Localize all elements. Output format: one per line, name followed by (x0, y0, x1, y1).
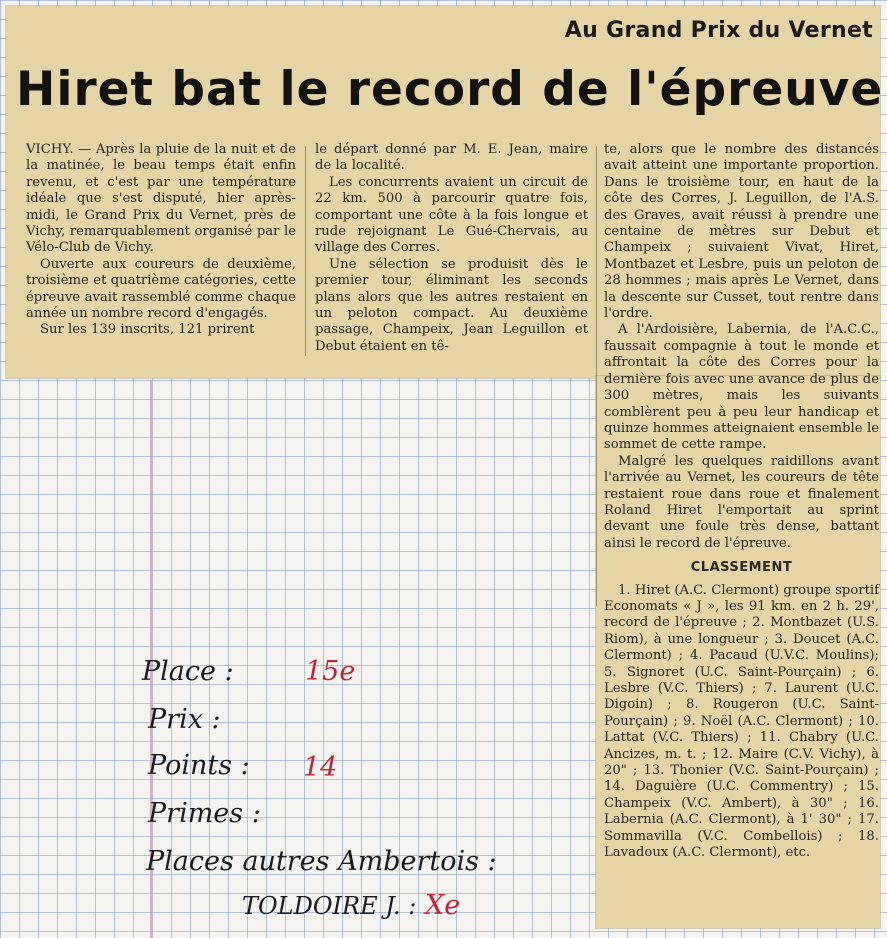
paragraph: Une sélection se produisit dès le premier tour, éliminant les seconds plans alors que les autres restaient en un peloton compact. Au deuxième passage, Champeix, Jean Leguillon et Debut étaient en tê- (315, 256, 588, 354)
article-kicker: Au Grand Prix du Vernet (564, 18, 873, 43)
handwritten-autres-label: Places autres Ambertois : (146, 846, 497, 877)
article-column-1 (26, 142, 296, 339)
handwritten-place-value: 15e (305, 656, 356, 687)
handwritten-points-value: 14 (303, 752, 338, 783)
handwritten-prix-label: Prix : (148, 704, 221, 735)
paragraph: A l'Ardoisière, Labernia, de l'A.C.C., faussait compagnie à tout le monde et affrontait la côte des Corres pour la dernière fois avec une avance de plus de 300 mètres, mais les suivants comblèrent peu à peu leur handicap et quinze hommes atteignaient ensemble le sommet de cette rampe. (604, 322, 879, 453)
article-column-3 (604, 142, 879, 861)
column-rule (596, 146, 597, 606)
article-column-2 (315, 142, 588, 355)
article-headline: Hiret bat le record de l'épreuve (16, 62, 884, 117)
paragraph: VICHY. — Après la pluie de la nuit et de la matinée, le beau temps était enfin revenu, et c'est par une température idéale que s'est disputé, hier après-midi, le Grand Prix du Vernet, près de Vichy, remarquablement organisé par le Vélo-Club de Vichy. (26, 142, 296, 256)
paragraph: le départ donné par M. E. Jean, maire de la localité. (315, 142, 588, 174)
paragraph: Sur les 139 inscrits, 121 prirent (40, 322, 255, 338)
paragraph: Malgré les quelques raidillons avant l'arrivée au Vernet, les coureurs de tête restaient roue dans roue et finalement Roland Hiret l'emportait au sprint devant une foule très dense, battant ainsi le record de l'épreuve. (604, 453, 879, 551)
handwritten-primes-label: Primes : (148, 798, 261, 829)
classement-list: 1. Hiret (A.C. Clermont) groupe sportif Economats « J », les 91 km. en 2 h. 29', record de l'épreuve ; 2. Montbazet (U.S. Riom), à une longueur ; 3. Doucet (A.C. Clermont) ; 4. Pacaud (U.V.C. Moulins); 5. Signoret (U.C. Saint-Pourçain) ; 6. Lesbre (V.C. Thiers) ; 7. Laurent (U.C. Digoin) ; 8. Rougeron (U.C. Saint-Pourçain) ; 9. Noël (A.C. Clermont) ; 10. Lattat (V.C. Thiers) ; 11. Chabry (U.C. Ancizes, m. t. ; 12. Maire (C.V. Vichy), à 20" ; 13. Thonier (V.C. Saint-Pourçain) ; 14. Daguière (U.C. Commentry) ; 15. Champeix (V.C. Ambert), à 30" ; 16. Labernia (A.C. Clermont), à 1' 30" ; 17. Sommavilla (V.C. Combellois) ; 18. Lavadoux (A.C. Clermont), etc. (604, 582, 879, 861)
paragraph: Les concurrents avaient un circuit de 22 km. 500 à parcourir quatre fois, comportant une côte à la fois longue et rude rejoignant Le Gué-Chervais, au village des Corres. (315, 174, 588, 256)
paragraph: te, alors que le nombre des distancés avait atteint une importante proportion. Dans le troisième tour, en haut de la côte des Corres, J. Leguillon, de l'A.S. des Graves, avait réussi à prendre une centaine de mètres sur Debut et Champeix ; suivaient Vivat, Hiret, Montbazet et Lesbre, puis un peloton de 28 hommes ; mais après Le Vernet, dans la descente sur Cusset, tout rentre dans l'ordre. (604, 142, 879, 322)
handwritten-place-label: Place : (142, 656, 234, 687)
handwritten-toldoire-label: TOLDOIRE J. : (242, 892, 417, 920)
classement-heading: CLASSEMENT (690, 560, 793, 576)
paragraph: Ouverte aux coureurs de deuxième, troisième et quatrième catégories, cette épreuve avait rassemblé comme chaque année un nombre record d'engagés. (26, 256, 296, 322)
handwritten-points-label: Points : (148, 750, 250, 781)
handwritten-toldoire-value: Xe (425, 890, 461, 921)
column-rule (305, 146, 306, 356)
